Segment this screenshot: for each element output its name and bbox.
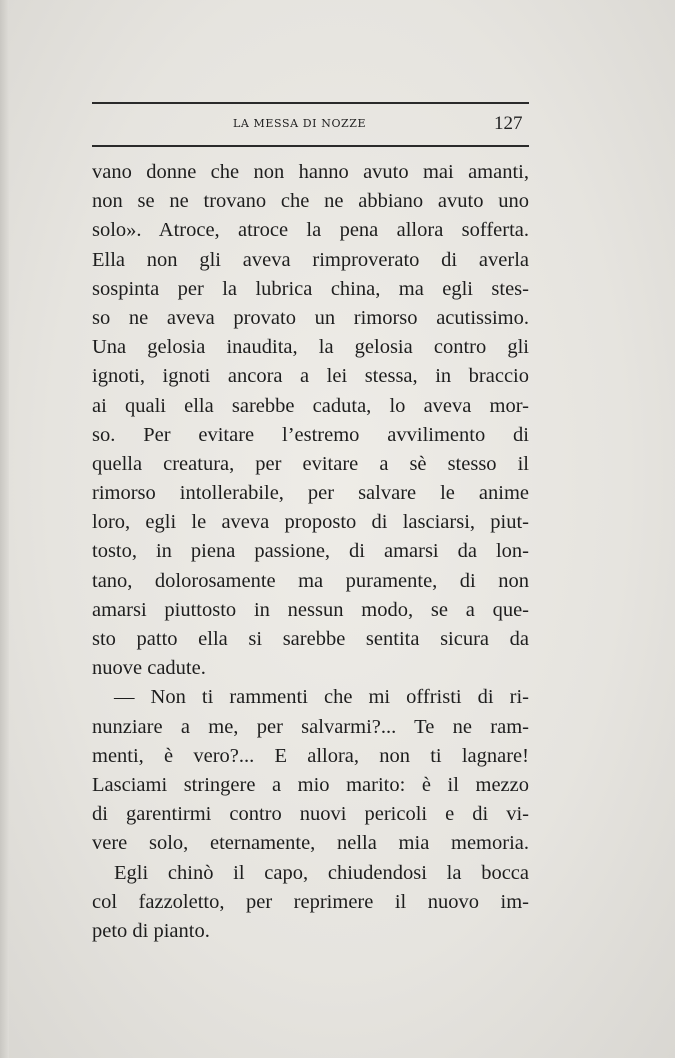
text-line: ignoti, ignoti ancora a lei stessa, in braccio — [92, 365, 529, 388]
text-line: Ella non gli aveva rimproverato di averla — [92, 248, 529, 271]
running-title: LA MESSA DI NOZZE — [233, 117, 367, 130]
text-line: di garentirmi contro nuovi pericoli e di vi- — [92, 803, 529, 826]
text-line: tano, dolorosamente ma puramente, di non — [92, 569, 529, 592]
text-line: vere solo, eternamente, nella mia memoria. — [92, 832, 529, 855]
text-line: tosto, in piena passione, di amarsi da lon- — [92, 540, 529, 563]
text-line: sospinta per la lubrica china, ma egli stes- — [92, 277, 529, 300]
text-line: non se ne trovano che ne abbiano avuto uno — [92, 190, 529, 213]
text-line: sto patto ella si sarebbe sentita sicura da — [92, 628, 529, 650]
text-line: nunziare a me, per salvarmi?... Te ne ram- — [92, 715, 529, 738]
text-line: amarsi piuttosto in nessun modo, se a que- — [92, 598, 529, 621]
text-line: Lasciami stringere a mio marito: è il mezzo — [92, 773, 529, 796]
text-line: nuove cadute. — [92, 657, 206, 680]
text-line: peto di pianto. — [92, 919, 210, 942]
text-line: so. Per evitare l’estremo avvilimento di — [92, 423, 529, 446]
text-line: loro, egli le aveva proposto di lasciarsi, piut- — [92, 511, 529, 534]
text-line: menti, è vero?... E allora, non ti lagnare! — [92, 744, 529, 767]
text-line: Una gelosia inaudita, la gelosia contro gli — [92, 336, 529, 359]
text-line: — Non ti rammenti che mi offristi di ri- — [114, 686, 529, 709]
text-line: Egli chinò il capo, chiudendosi la bocca — [114, 861, 529, 884]
page-gutter-edge — [0, 0, 9, 1058]
text-line: solo». Atroce, atroce la pena allora sofferta. — [92, 219, 529, 242]
text-line: so ne aveva provato un rimorso acutissimo. — [92, 306, 529, 329]
body-text — [92, 158, 529, 946]
text-line: col fazzoletto, per reprimere il nuovo im- — [92, 890, 529, 913]
page-number: 127 — [494, 113, 523, 134]
text-line: rimorso intollerabile, per salvare le anime — [92, 482, 529, 505]
header-rule-bottom — [92, 145, 529, 147]
header-rule-top — [92, 102, 529, 104]
text-line: ai quali ella sarebbe caduta, lo aveva mor- — [92, 394, 529, 417]
text-line: vano donne che non hanno avuto mai amanti, — [92, 161, 529, 183]
text-line: quella creatura, per evitare a sè stesso il — [92, 452, 529, 475]
